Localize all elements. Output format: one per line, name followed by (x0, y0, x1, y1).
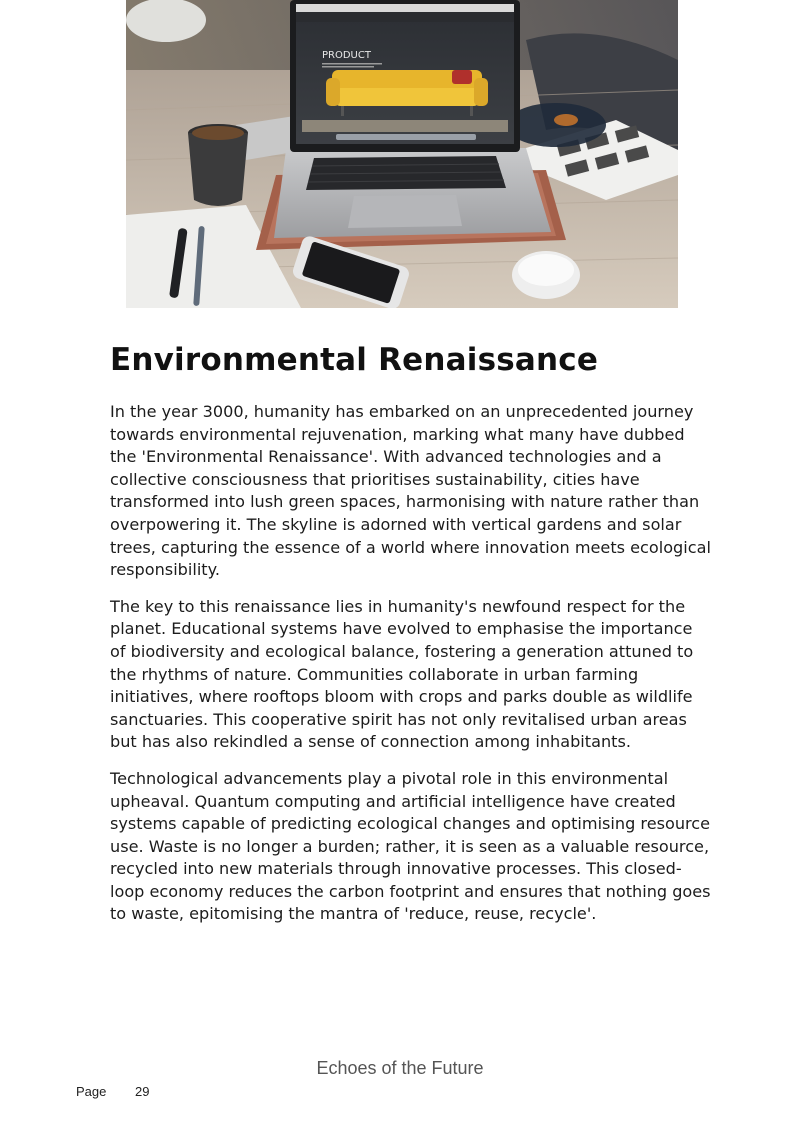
article-title: Environmental Renaissance (110, 342, 599, 378)
article-paragraph: In the year 3000, humanity has embarked on an unprecedented journey towards environmental rejuvenation, marking what many have dubbed the 'Environmental Renaissance'. With advanced technologies and a collective consciousness that prioritises sustainability, cities have transformed into lush green spaces, harmonising with nature rather than overpowering it. The skyline is adorned with vertical gardens and solar trees, capturing the essence of a world where innovation meets ecological responsibility. (110, 402, 711, 580)
article-paragraph: The key to this renaissance lies in humanity's newfound respect for the planet. Educational systems have evolved to emphasise the importance of biodiversity and ecological balance, fostering a generation attuned to the rhythms of nature. Communities collaborate in urban farming initiatives, where rooftops bloom with crops and parks double as wildlife sanctuaries. This cooperative spirit has not only revitalised urban areas but has also rekindled a sense of connection among inhabitants. (110, 596, 694, 752)
hero-photo (126, 0, 678, 308)
article-paragraph: Technological advancements play a pivotal role in this environmental upheaval. Quantum computing and artificial intelligence have created systems capable of predicting ecological changes and optimising resource use. Waste is no longer a burden; rather, it is seen as a valuable resource, recycled into new materials through innovative processes. This closed-loop economy reduces the carbon footprint and ensures that nothing goes to waste, epitomising the mantra of 'reduce, reuse, recycle'. (110, 768, 711, 924)
page-label: Page (76, 1084, 107, 1099)
footer-book-title: Echoes of the Future (316, 1058, 484, 1078)
article-body (110, 401, 712, 940)
page-number: 29 (135, 1084, 150, 1099)
screen-product-heading: PRODUCT (322, 50, 371, 61)
